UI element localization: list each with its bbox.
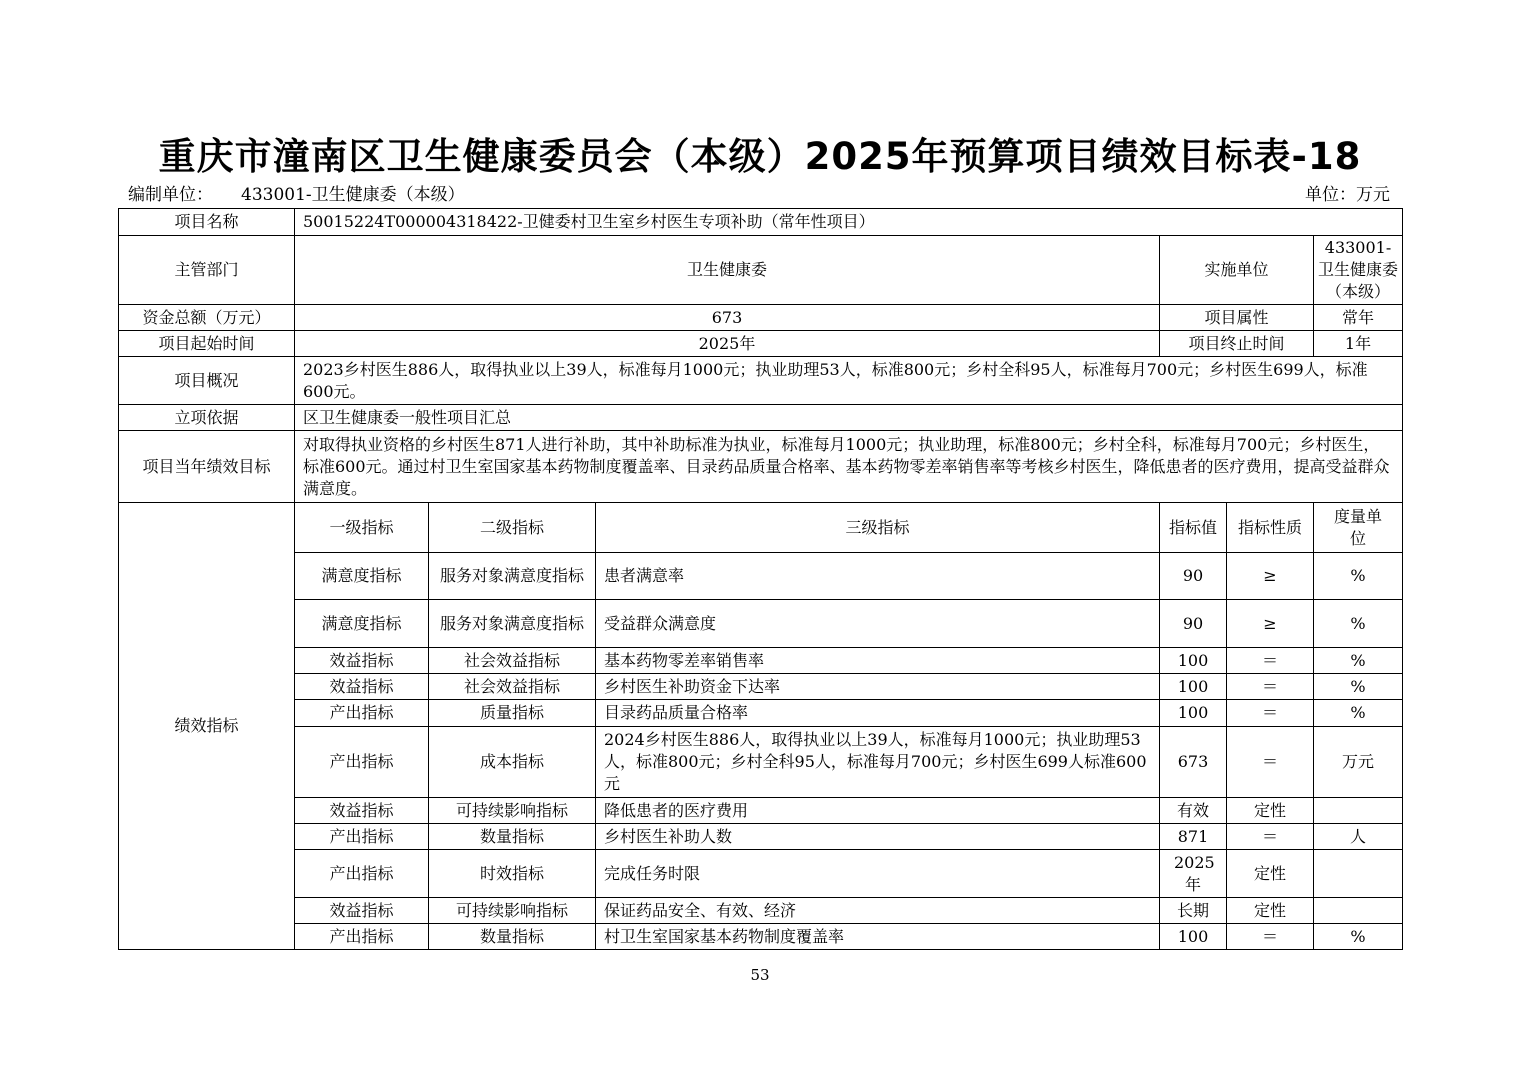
cell-unit: 人 xyxy=(1314,824,1403,850)
cell-unit: % xyxy=(1314,553,1403,600)
cell-value: 2025年 xyxy=(1160,850,1227,898)
org-value: 433001-卫生健康委（本级） xyxy=(241,185,465,205)
cell-level1: 效益指标 xyxy=(295,674,429,700)
cell-value: 871 xyxy=(1160,824,1227,850)
page-number: 53 xyxy=(750,966,770,984)
cell-level1: 满意度指标 xyxy=(295,553,429,600)
cell-unit: % xyxy=(1314,600,1403,648)
cell-level2: 服务对象满意度指标 xyxy=(429,600,596,648)
cell-nature: 定性 xyxy=(1227,898,1314,924)
cell-level3: 乡村医生补助人数 xyxy=(596,824,1160,850)
cell-level2: 社会效益指标 xyxy=(429,674,596,700)
table-row xyxy=(119,824,1403,850)
cell-unit: % xyxy=(1314,700,1403,727)
performance-table xyxy=(118,208,1403,950)
cell-level1: 效益指标 xyxy=(295,798,429,824)
basis-label: 立项依据 xyxy=(119,405,295,431)
header-unit: 度量单位 xyxy=(1314,503,1403,553)
cell-value: 90 xyxy=(1160,600,1227,648)
cell-unit: % xyxy=(1314,924,1403,950)
cell-value: 100 xyxy=(1160,648,1227,674)
cell-nature: ＝ xyxy=(1227,674,1314,700)
overview-text: 2023乡村医生886人，取得执业以上39人，标准每月1000元；执业助理53人，标准800元；乡村全科95人，标准每月700元；乡村医生699人，标准600元。 xyxy=(295,357,1403,405)
cell-level2: 服务对象满意度指标 xyxy=(429,553,596,600)
cell-level2: 质量指标 xyxy=(429,700,596,727)
org-line xyxy=(128,184,465,206)
attr-label: 项目属性 xyxy=(1160,305,1314,331)
cell-unit: 万元 xyxy=(1314,727,1403,798)
cell-nature: ＝ xyxy=(1227,924,1314,950)
table-row xyxy=(119,924,1403,950)
cell-level1: 产出指标 xyxy=(295,824,429,850)
cell-level1: 满意度指标 xyxy=(295,600,429,648)
cell-level3: 基本药物零差率销售率 xyxy=(596,648,1160,674)
cell-nature: 定性 xyxy=(1227,850,1314,898)
table-row xyxy=(119,648,1403,674)
cell-level3: 完成任务时限 xyxy=(596,850,1160,898)
header-nature: 指标性质 xyxy=(1227,503,1314,553)
impl-value: 433001-卫生健康委（本级） xyxy=(1314,236,1403,305)
cell-unit xyxy=(1314,798,1403,824)
cell-unit xyxy=(1314,898,1403,924)
cell-level2: 社会效益指标 xyxy=(429,648,596,674)
goal-label: 项目当年绩效目标 xyxy=(119,431,295,503)
goal-text: 对取得执业资格的乡村医生871人进行补助，其中补助标准为执业，标准每月1000元；执业助理，标准800元；乡村全科，标准每月700元；乡村医生，标准600元。通过村卫生室国家基本药物制度覆盖率、目录药品质量合格率、基本药物零差率销售率等考核乡村医生，降低患者的医疗费用，提高受益群众满意度。 xyxy=(295,431,1403,503)
cell-nature: ＝ xyxy=(1227,648,1314,674)
cell-level3: 目录药品质量合格率 xyxy=(596,700,1160,727)
cell-level3: 村卫生室国家基本药物制度覆盖率 xyxy=(596,924,1160,950)
cell-value: 100 xyxy=(1160,924,1227,950)
cell-level3: 保证药品安全、有效、经济 xyxy=(596,898,1160,924)
cell-nature: ≥ xyxy=(1227,600,1314,648)
dept-label: 主管部门 xyxy=(119,236,295,305)
cell-level3: 2024乡村医生886人，取得执业以上39人，标准每月1000元；执业助理53人，标准800元；乡村全科95人，标准每月700元；乡村医生699人标准600元 xyxy=(596,727,1160,798)
table-row xyxy=(119,798,1403,824)
cell-nature: ＝ xyxy=(1227,824,1314,850)
cell-level1: 效益指标 xyxy=(295,648,429,674)
fund-label: 资金总额（万元） xyxy=(119,305,295,331)
start-label: 项目起始时间 xyxy=(119,331,295,357)
cell-level1: 产出指标 xyxy=(295,727,429,798)
table-row xyxy=(119,674,1403,700)
table-row xyxy=(119,553,1403,600)
impl-label: 实施单位 xyxy=(1160,236,1314,305)
cell-value: 100 xyxy=(1160,700,1227,727)
cell-level1: 产出指标 xyxy=(295,700,429,727)
page-title: 重庆市潼南区卫生健康委员会（本级）2025年预算项目绩效目标表-18 xyxy=(158,135,1362,178)
cell-level1: 产出指标 xyxy=(295,924,429,950)
unit-line: 单位：万元 xyxy=(1305,185,1390,205)
cell-value: 有效 xyxy=(1160,798,1227,824)
cell-level3: 受益群众满意度 xyxy=(596,600,1160,648)
cell-unit: % xyxy=(1314,648,1403,674)
cell-value: 90 xyxy=(1160,553,1227,600)
cell-level3: 乡村医生补助资金下达率 xyxy=(596,674,1160,700)
dept-value: 卫生健康委 xyxy=(295,236,1160,305)
cell-level2: 可持续影响指标 xyxy=(429,798,596,824)
header-value: 指标值 xyxy=(1160,503,1227,553)
table-row xyxy=(119,850,1403,898)
cell-unit: % xyxy=(1314,674,1403,700)
table-row xyxy=(119,600,1403,648)
cell-level2: 数量指标 xyxy=(429,824,596,850)
cell-nature: 定性 xyxy=(1227,798,1314,824)
cell-level2: 成本指标 xyxy=(429,727,596,798)
header-level1: 一级指标 xyxy=(295,503,429,553)
end-label: 项目终止时间 xyxy=(1160,331,1314,357)
cell-level2: 可持续影响指标 xyxy=(429,898,596,924)
header-level3: 三级指标 xyxy=(596,503,1160,553)
cell-nature: ＝ xyxy=(1227,727,1314,798)
indicators-section-label: 绩效指标 xyxy=(119,503,295,950)
header-level2: 二级指标 xyxy=(429,503,596,553)
cell-value: 长期 xyxy=(1160,898,1227,924)
cell-level2: 数量指标 xyxy=(429,924,596,950)
basis-text: 区卫生健康委一般性项目汇总 xyxy=(295,405,1403,431)
cell-nature: ≥ xyxy=(1227,553,1314,600)
fund-value: 673 xyxy=(295,305,1160,331)
attr-value: 常年 xyxy=(1314,305,1403,331)
project-name-label: 项目名称 xyxy=(119,209,295,236)
cell-level1: 产出指标 xyxy=(295,850,429,898)
org-label: 编制单位： xyxy=(128,185,213,205)
project-name: 50015224T000004318422-卫健委村卫生室乡村医生专项补助（常年性项目） xyxy=(295,209,1403,236)
table-row xyxy=(119,898,1403,924)
table-row xyxy=(119,727,1403,798)
overview-label: 项目概况 xyxy=(119,357,295,405)
cell-level3: 降低患者的医疗费用 xyxy=(596,798,1160,824)
start-value: 2025年 xyxy=(295,331,1160,357)
table-row xyxy=(119,700,1403,727)
cell-level2: 时效指标 xyxy=(429,850,596,898)
cell-value: 100 xyxy=(1160,674,1227,700)
end-value: 1年 xyxy=(1314,331,1403,357)
cell-level1: 效益指标 xyxy=(295,898,429,924)
cell-value: 673 xyxy=(1160,727,1227,798)
cell-nature: ＝ xyxy=(1227,700,1314,727)
cell-unit xyxy=(1314,850,1403,898)
cell-level3: 患者满意率 xyxy=(596,553,1160,600)
